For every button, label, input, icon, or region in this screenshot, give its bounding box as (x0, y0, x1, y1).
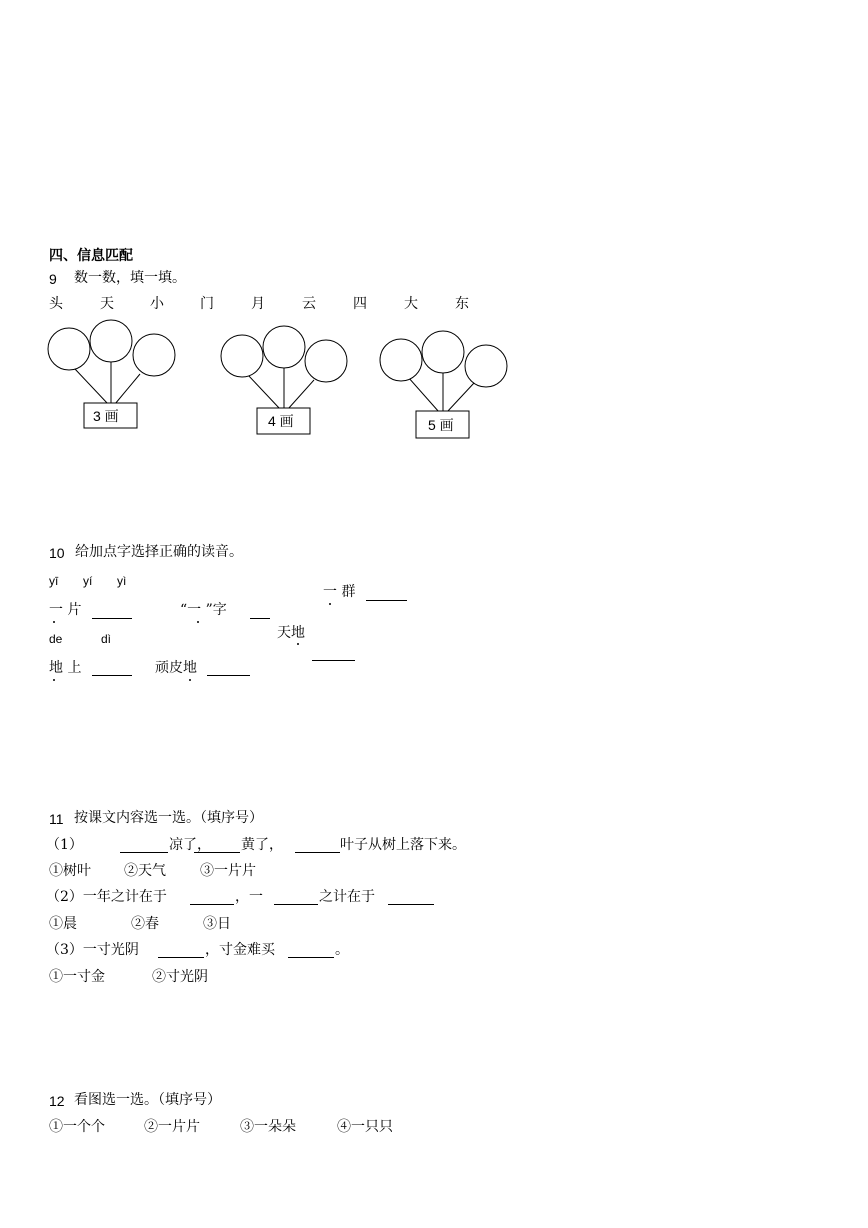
q12-option: ④一只只 (337, 1119, 393, 1135)
q12-option: ③一朵朵 (240, 1119, 296, 1135)
answer-blank[interactable] (388, 904, 434, 905)
q10-item-di-shang: 地 上 (49, 660, 82, 676)
answer-blank[interactable] (158, 957, 204, 958)
q11-s2-option: ③日 (203, 916, 231, 932)
answer-blank[interactable] (190, 904, 234, 905)
answer-blank[interactable] (120, 852, 168, 853)
emphasis-dot (189, 679, 191, 681)
q11-s1-part: 黄了， (241, 837, 283, 853)
pinyin-option: yī (49, 574, 59, 588)
q11-prompt: 按课文内容选一选。（填序号） (74, 810, 263, 826)
answer-blank[interactable] (366, 600, 407, 601)
q12-option: ②一片片 (144, 1119, 200, 1135)
answer-blank[interactable] (312, 660, 355, 661)
balloon[interactable] (465, 345, 507, 387)
q9-char: 天 (100, 296, 114, 312)
q9-char: 门 (200, 296, 214, 312)
q9-char: 云 (302, 296, 316, 312)
answer-blank[interactable] (92, 618, 132, 619)
q9-char: 大 (404, 296, 418, 312)
q11-s2-option: ①晨 (49, 916, 77, 932)
balloon[interactable] (422, 331, 464, 373)
section-title: 四、信息匹配 (49, 248, 133, 264)
pinyin-option: de (49, 632, 63, 646)
balloon-string (115, 374, 140, 404)
q9-char: 四 (353, 296, 367, 312)
q11-s1-option: ②天气 (124, 863, 166, 879)
q11-s1-option: ③一片片 (200, 863, 256, 879)
balloon-string (408, 377, 439, 412)
q9-number: 9 (49, 271, 57, 287)
stroke-box-label: 4 画 (268, 413, 294, 429)
q10-item-tian-di: 天地 (277, 625, 305, 641)
stroke-box-label: 3 画 (93, 408, 119, 424)
q11-s1-part: 叶子从树上落下来。 (340, 837, 466, 853)
balloon-string (447, 383, 474, 412)
balloon[interactable] (221, 335, 263, 377)
q9-prompt: 数一数，填一填。 (74, 270, 186, 286)
q10-item-yi-qun: 一 群 (323, 584, 356, 600)
q9-char: 小 (150, 296, 164, 312)
q11-s1-label: （1） (46, 837, 83, 853)
q10-item-yi-pian: 一 片 (49, 602, 82, 618)
q10-item-yi-zi: “一 ”字 (180, 602, 227, 618)
answer-blank[interactable] (207, 675, 250, 676)
answer-blank[interactable] (274, 904, 318, 905)
emphasis-dot (53, 679, 55, 681)
q11-s2-part: 之计在于 (319, 889, 375, 905)
answer-blank[interactable] (250, 618, 270, 619)
balloon[interactable] (380, 339, 422, 381)
q11-s3-part: ，寸金难买 (205, 942, 275, 958)
balloon[interactable] (305, 340, 347, 382)
stroke-box-label: 5 画 (428, 417, 454, 433)
balloon-string (75, 369, 108, 404)
answer-blank[interactable] (288, 957, 334, 958)
answer-blank[interactable] (92, 675, 132, 676)
q11-s3-label: （3）一寸光阴 (46, 942, 139, 958)
q12-number: 12 (49, 1093, 65, 1109)
balloon-string (248, 375, 280, 409)
answer-blank[interactable] (295, 852, 340, 853)
emphasis-dot (197, 621, 199, 623)
q9-char: 东 (455, 296, 469, 312)
q11-s3-option: ②寸光阴 (152, 969, 208, 985)
pinyin-option: dì (101, 632, 112, 646)
q12-prompt: 看图选一选。（填序号） (74, 1092, 221, 1108)
q10-item-wan-pi-di: 顽皮地 (155, 660, 197, 676)
q11-s3-option: ①一寸金 (49, 969, 105, 985)
balloon[interactable] (263, 326, 305, 368)
q12-option: ①一个个 (49, 1119, 105, 1135)
q11-s1-part: 凉了， (169, 837, 211, 853)
pinyin-option: yí (83, 574, 93, 588)
balloon-string (288, 380, 314, 409)
q11-number: 11 (49, 811, 64, 827)
q10-number: 10 (49, 545, 65, 561)
q11-s2-part: ，一 (235, 889, 263, 905)
q11-s2-option: ②春 (131, 916, 159, 932)
q9-char: 头 (49, 296, 63, 312)
balloon[interactable] (90, 320, 132, 362)
q11-s2-label: （2）一年之计在于 (46, 889, 167, 905)
emphasis-dot (297, 643, 299, 645)
balloon[interactable] (133, 334, 175, 376)
q11-s1-option: ①树叶 (49, 863, 91, 879)
answer-blank[interactable] (194, 852, 240, 853)
emphasis-dot (53, 621, 55, 623)
q10-prompt: 给加点字选择正确的读音。 (75, 544, 243, 560)
pinyin-option: yì (117, 574, 127, 588)
q9-char: 月 (251, 296, 265, 312)
q11-s3-part: 。 (335, 942, 349, 958)
emphasis-dot (329, 603, 331, 605)
balloon[interactable] (48, 328, 90, 370)
